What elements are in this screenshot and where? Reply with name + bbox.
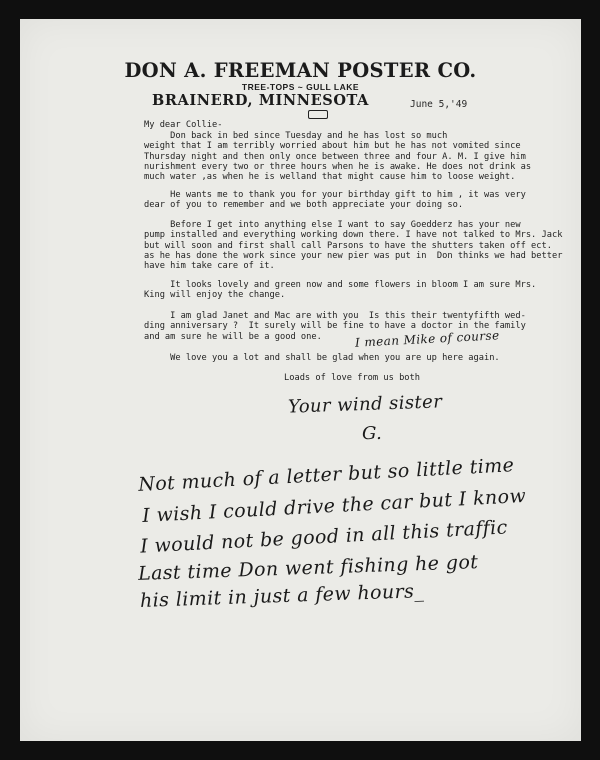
paragraph-5: I am glad Janet and Mac are with you Is this their twentyfifth wed- ding anniversary ? It surely will be fine to have a doctor in the family and am sure he will be a good one. xyxy=(144,311,526,342)
paragraph-1: Don back in bed since Tuesday and he has lost so much weight that I am terribly worried about him but he has not vomited since Thursday night and then only once between three and four A. M. I give him nurishment every two or three hours when he is awake. He does not drink as much water ,as when he is welland that might cause him to loose weight. xyxy=(144,131,532,183)
letterhead-address-line: TREE-TOPS ~ GULL LAKE xyxy=(241,82,360,92)
postscript-line-3: I would not be good in all this traffic xyxy=(139,516,509,558)
postscript-line-5: his limit in just a few hours_ xyxy=(139,580,425,612)
letterhead-emblem-icon xyxy=(308,110,328,119)
postscript-line-1: Not much of a letter but so little time xyxy=(137,454,515,496)
letter-date: June 5,'49 xyxy=(410,99,468,110)
letterhead-company: DON A. FREEMAN POSTER CO. xyxy=(124,59,477,82)
handwritten-insert: I mean Mike of course xyxy=(354,328,500,350)
paragraph-6: We love you a lot and shall be glad when you are up here again. xyxy=(144,353,500,363)
signature-line: Your wind sister xyxy=(287,391,443,418)
postscript-line-2: I wish I could drive the car but I know xyxy=(141,484,527,528)
paragraph-4: It looks lovely and green now and some flowers in bloom I am sure Mrs. King will enjoy the change. xyxy=(144,280,537,301)
paragraph-3: Before I get into anything else I want to say Goedderz has your new pump installed and everything working down there. I have not talked to Mrs. Jack but will soon and first shall call Parsons to have the shutters taken off ect. as he has done the work since your new pier was put in Don thinks we had better have him take care of it. xyxy=(144,220,563,272)
letter-page xyxy=(20,19,581,741)
signature-initial: G. xyxy=(362,423,383,444)
paragraph-2: He wants me to thank you for your birthday gift to him , it was very dear of you to remember and we both appreciate your doing so. xyxy=(144,190,526,211)
letterhead-city: BRAINERD, MINNESOTA xyxy=(152,92,369,109)
closing: Loads of love from us both xyxy=(284,373,420,383)
postscript-line-4: Last time Don went fishing he got xyxy=(137,551,479,585)
greeting: My dear Collie- xyxy=(144,120,223,130)
